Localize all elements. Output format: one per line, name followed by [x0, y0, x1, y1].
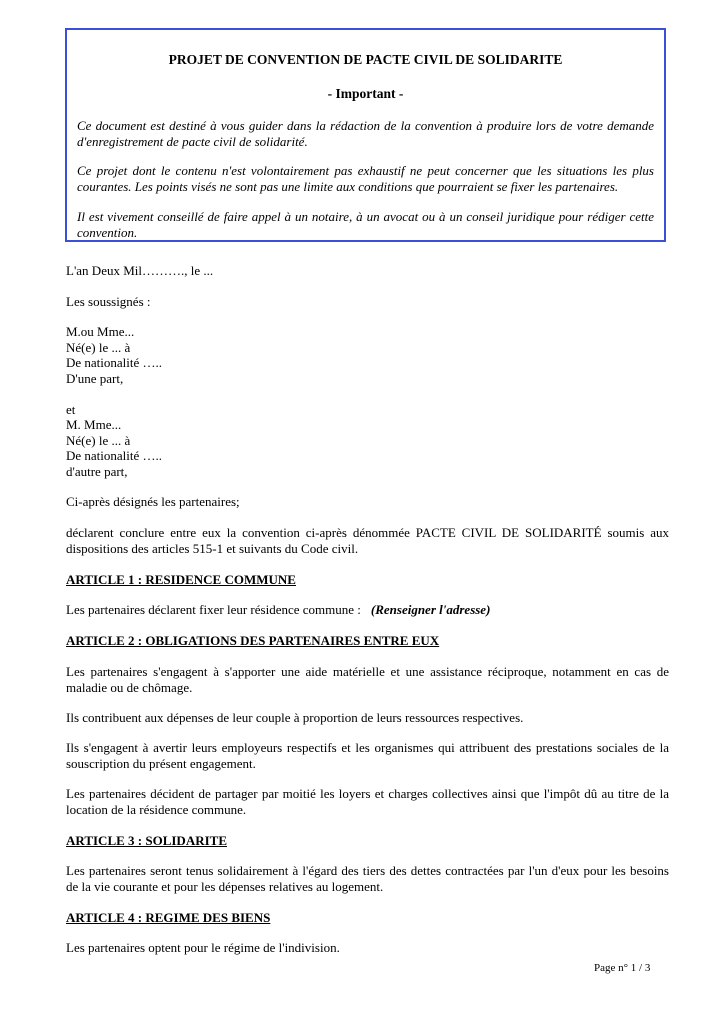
notice-paragraph: Ce document est destiné à vous guider dans la rédaction de la convention à produire lors de votre demande d'enregistrement de pacte civil de solidarité. — [77, 118, 654, 149]
party2-line: M. Mme... — [66, 417, 122, 432]
party2-line: d'autre part, — [66, 464, 128, 479]
designes-line: Ci-après désignés les partenaires; — [66, 494, 240, 509]
party1-line: M.ou Mme... — [66, 324, 135, 339]
article-2-paragraph: Ils contribuent aux dépenses de leur couple à proportion de leurs ressources respectives. — [66, 710, 524, 725]
address-placeholder: (Renseigner l'adresse) — [370, 602, 491, 617]
article-1-sentence: Les partenaires déclarent fixer leur résidence commune : — [66, 602, 361, 617]
article-1-text — [66, 602, 490, 618]
party1-line: De nationalité ….. — [66, 355, 163, 370]
document-title: PROJET DE CONVENTION DE PACTE CIVIL DE SOLIDARITE — [168, 52, 563, 67]
article-2-heading: ARTICLE 2 : OBLIGATIONS DES PARTENAIRES ENTRE EUX — [66, 633, 440, 648]
notice-paragraph: Il est vivement conseillé de faire appel à un notaire, à un avocat ou à un conseil juridique pour rédiger cette convention. — [77, 209, 654, 240]
article-2-paragraph: Les partenaires décident de partager par moitié les loyers et charges collectives ainsi que l'impôt dû au titre de la location de la résidence commune. — [66, 786, 669, 817]
party1-line: Né(e) le ... à — [66, 340, 131, 355]
article-2-paragraph: Les partenaires s'engagent à s'apporter une aide matérielle et une assistance réciproque, notamment en cas de maladie ou de chômage. — [66, 664, 669, 695]
declarent-paragraph: déclarent conclure entre eux la convention ci-après dénommée PACTE CIVIL DE SOLIDARITÉ soumis aux dispositions des articles 515-1 et suivants du Code civil. — [66, 525, 669, 556]
article-3-paragraph: Les partenaires seront tenus solidairement à l'égard des tiers des dettes contractées par l'un d'eux pour les besoins de la vie courante et pour les dépenses relatives au logement. — [66, 863, 669, 894]
date-line: L'an Deux Mil………., le ... — [66, 263, 214, 278]
party2-line: Né(e) le ... à — [66, 433, 131, 448]
article-4-paragraph: Les partenaires optent pour le régime de l'indivision. — [66, 940, 340, 955]
notice-paragraph: Ce projet dont le contenu n'est volontairement pas exhaustif ne peut concerner que les situations les plus courantes. Les points visés ne sont pas une limite aux conditions que pourraient se fixer les partenaires. — [77, 163, 654, 194]
party2-line: et — [66, 402, 76, 417]
article-1-heading: ARTICLE 1 : RESIDENCE COMMUNE — [66, 572, 296, 587]
article-4-heading: ARTICLE 4 : REGIME DES BIENS — [66, 910, 271, 925]
party2-line: De nationalité ….. — [66, 448, 163, 463]
party1-line: D'une part, — [66, 371, 124, 386]
page-number: Page n° 1 / 3 — [594, 962, 651, 974]
article-3-heading: ARTICLE 3 : SOLIDARITE — [66, 833, 227, 848]
article-2-paragraph: Ils s'engagent à avertir leurs employeurs respectifs et les organismes qui attribuent des prestations sociales de la souscription du présent engagement. — [66, 740, 669, 771]
important-heading: - Important - — [327, 86, 404, 101]
soussignes-line: Les soussignés : — [66, 294, 151, 309]
important-notice-box — [65, 28, 666, 242]
